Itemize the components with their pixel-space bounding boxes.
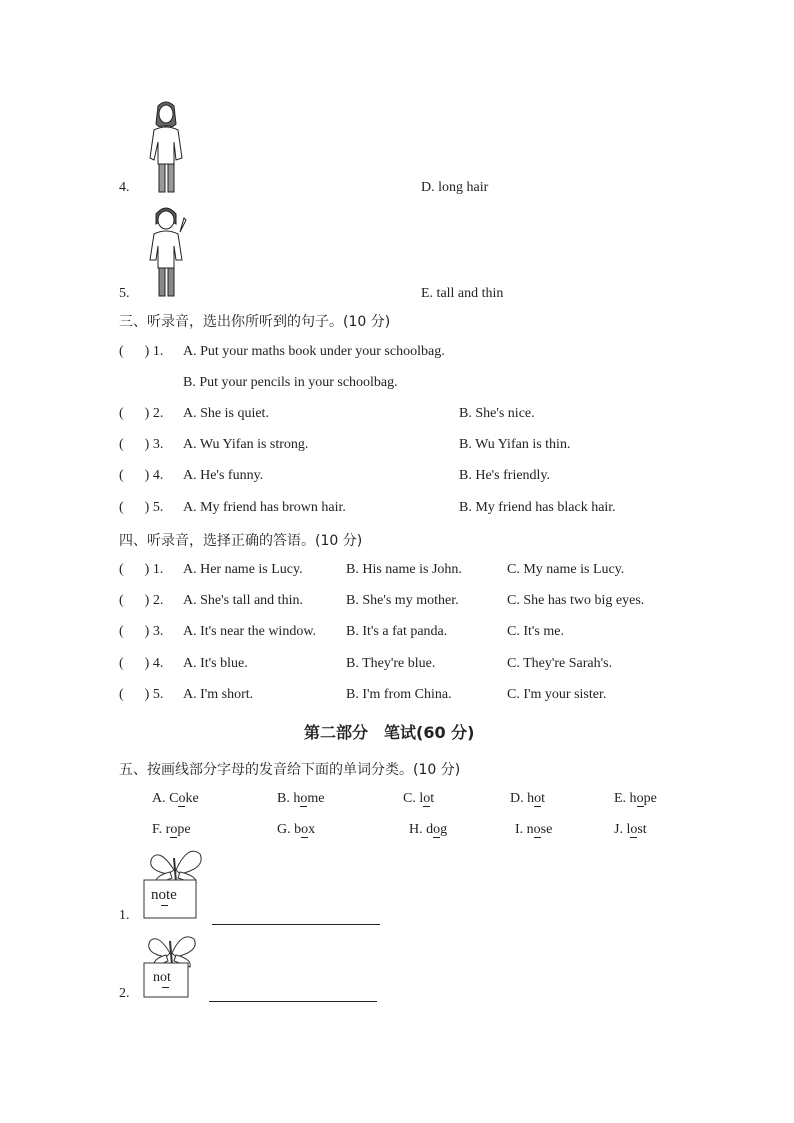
s3-q5-option-b: B. My friend has black hair. xyxy=(459,500,616,515)
card-2-answer-line[interactable] xyxy=(209,1001,377,1002)
part2-title: 第二部分 笔试(60 分) xyxy=(304,723,475,742)
s4-q5-number: 5. xyxy=(152,687,164,702)
s3-q4-option-b: B. He's friendly. xyxy=(459,468,551,483)
s4-q2-bracket: ( ) 2. xyxy=(119,593,164,608)
s3-q2-option-b: B. She's nice. xyxy=(459,406,535,421)
girl-tall-thin-figure xyxy=(144,202,192,298)
girl-long-hair-figure xyxy=(142,98,192,194)
s3-q3-option-b: B. Wu Yifan is thin. xyxy=(459,437,571,452)
s5-word-c: C. lot xyxy=(403,791,435,806)
s5-word-h: H. dog xyxy=(409,822,448,837)
s5-word-b: B. home xyxy=(277,791,325,806)
s4-q1-option-a: A. Her name is Lucy. xyxy=(183,562,303,577)
s3-q1-bracket: ( ) 1. xyxy=(119,344,164,359)
s3-q3-bracket: ( ) 3. xyxy=(119,437,164,452)
s4-q1-bracket: ( ) 1. xyxy=(119,562,164,577)
s4-q1-number: 1. xyxy=(152,562,164,577)
butterfly-card-note-figure xyxy=(140,848,206,920)
s4-q2-option-c: C. She has two big eyes. xyxy=(507,593,645,608)
s5-word-a: A. Coke xyxy=(152,791,199,806)
s5-word-j: J. lost xyxy=(614,822,647,837)
s4-q3-bracket: ( ) 3. xyxy=(119,624,164,639)
section5-title: 五、按画线部分字母的发音给下面的单词分类。(10 分) xyxy=(119,762,461,778)
s3-q4-option-a: A. He's funny. xyxy=(183,468,264,483)
s3-q2-option-a: A. She is quiet. xyxy=(183,406,269,421)
s3-q2-number: 2. xyxy=(152,406,164,421)
s4-q4-option-a: A. It's blue. xyxy=(183,656,248,671)
s4-q2-option-b: B. She's my mother. xyxy=(346,593,459,608)
s4-q5-option-a: A. I'm short. xyxy=(183,687,254,702)
s4-q5-option-c: C. I'm your sister. xyxy=(507,687,607,702)
s3-q1-option-b: B. Put your pencils in your schoolbag. xyxy=(183,375,398,390)
q2-item-5-answer: E. tall and thin xyxy=(421,286,504,301)
section3-title: 三、听录音，选出你所听到的句子。(10 分) xyxy=(119,314,391,330)
card-1-o-underline xyxy=(161,905,168,906)
butterfly-card-not-figure xyxy=(140,933,200,1001)
s4-q4-bracket: ( ) 4. xyxy=(119,656,164,671)
s4-q3-option-a: A. It's near the window. xyxy=(183,624,317,639)
s4-q3-number: 3. xyxy=(152,624,164,639)
q2-item-4-answer: D. long hair xyxy=(421,180,489,195)
card-1-answer-line[interactable] xyxy=(212,924,380,925)
card-2-number: 2. xyxy=(119,986,130,1001)
s5-word-d: D. hot xyxy=(510,791,546,806)
s3-q3-number: 3. xyxy=(152,437,164,452)
q2-item-4-number: 4. xyxy=(119,180,130,195)
s4-q5-bracket: ( ) 5. xyxy=(119,687,164,702)
s4-q2-option-a: A. She's tall and thin. xyxy=(183,593,303,608)
s4-q4-number: 4. xyxy=(152,656,164,671)
s4-q5-option-b: B. I'm from China. xyxy=(346,687,452,702)
s4-q3-option-c: C. It's me. xyxy=(507,624,564,639)
q2-item-5-number: 5. xyxy=(119,286,130,301)
card-2-word: not xyxy=(153,970,171,985)
s3-q4-bracket: ( ) 4. xyxy=(119,468,164,483)
s4-q3-option-b: B. It's a fat panda. xyxy=(346,624,448,639)
s4-q4-option-c: C. They're Sarah's. xyxy=(507,656,613,671)
s4-q1-option-b: B. His name is John. xyxy=(346,562,462,577)
card-1-word: note xyxy=(151,887,177,903)
card-1-number: 1. xyxy=(119,908,130,923)
s5-word-f: F. rope xyxy=(152,822,191,837)
s3-q1-option-a: A. Put your maths book under your schoolbag. xyxy=(183,344,445,359)
card-2-o-underline xyxy=(162,987,169,988)
s5-word-i: I. nose xyxy=(515,822,553,837)
s3-q5-number: 5. xyxy=(152,500,164,515)
s5-word-e: E. hope xyxy=(614,791,657,806)
s3-q5-option-a: A. My friend has brown hair. xyxy=(183,500,346,515)
s3-q3-option-a: A. Wu Yifan is strong. xyxy=(183,437,309,452)
s4-q4-option-b: B. They're blue. xyxy=(346,656,436,671)
s3-q2-bracket: ( ) 2. xyxy=(119,406,164,421)
s3-q5-bracket: ( ) 5. xyxy=(119,500,164,515)
s4-q2-number: 2. xyxy=(152,593,164,608)
s3-q4-number: 4. xyxy=(152,468,164,483)
s4-q1-option-c: C. My name is Lucy. xyxy=(507,562,625,577)
section4-title: 四、听录音，选择正确的答语。(10 分) xyxy=(119,533,363,549)
s5-word-g: G. box xyxy=(277,822,316,837)
